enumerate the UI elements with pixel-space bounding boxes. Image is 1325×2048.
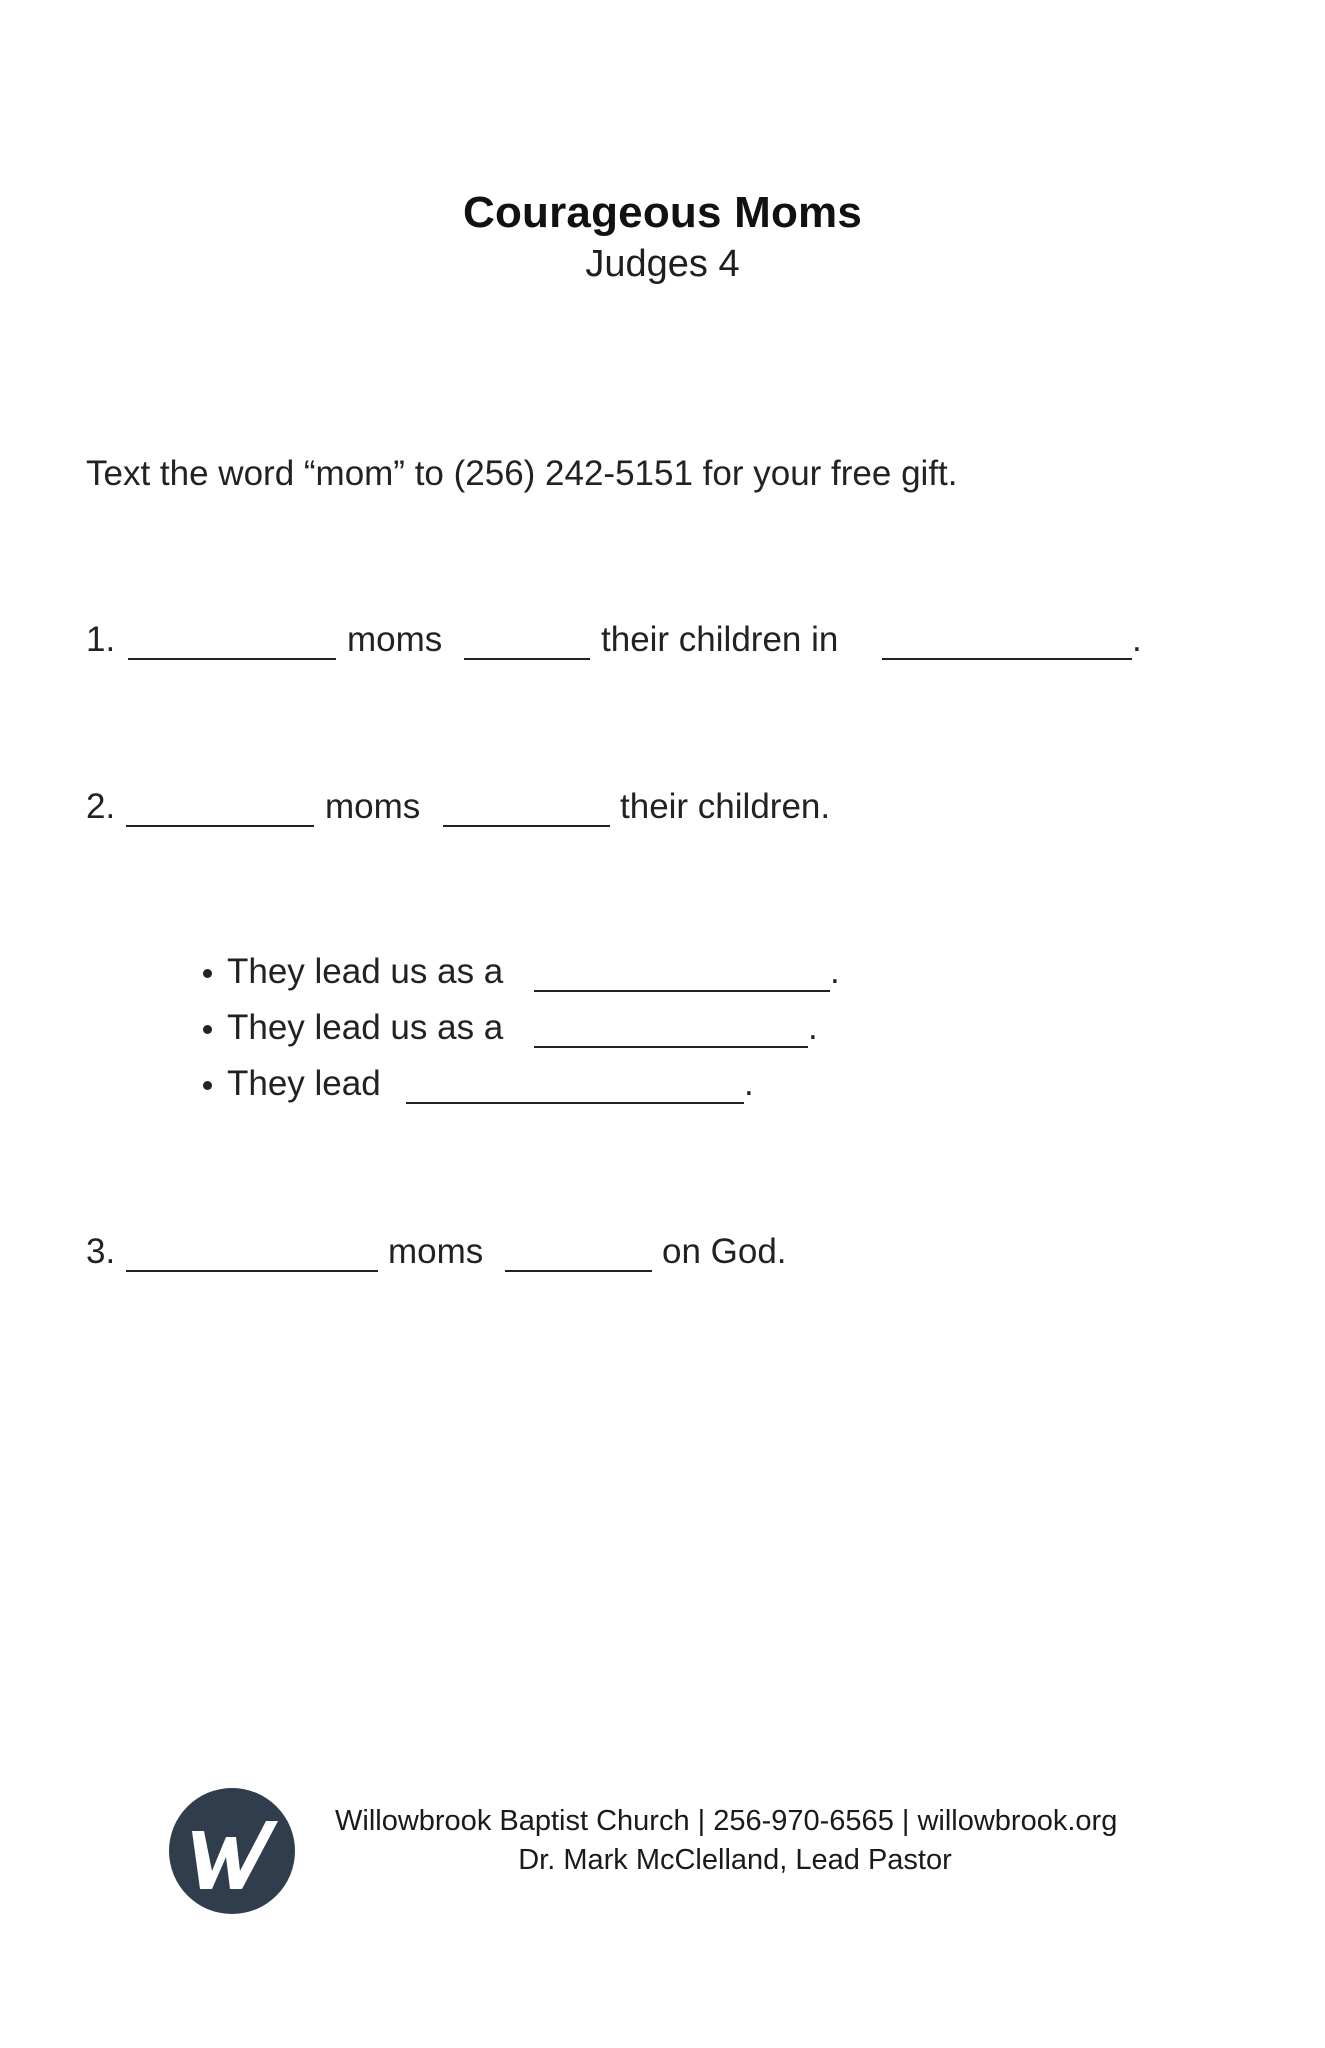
bullet-3-dot xyxy=(203,1081,212,1090)
point-3-text-2: on God. xyxy=(662,1232,787,1271)
bullet-2-end: . xyxy=(808,1008,818,1047)
point-3-blank-1 xyxy=(126,1270,378,1272)
point-1-number: 1. xyxy=(86,620,116,659)
point-3-blank-2 xyxy=(505,1270,652,1272)
bullet-1-dot xyxy=(203,969,212,978)
point-2-text-1: moms xyxy=(325,787,421,826)
page-title: Courageous Moms xyxy=(462,188,863,237)
point-2-blank-2 xyxy=(443,825,610,827)
intro-text: Text the word “mom” to (256) 242-5151 for your free gift. xyxy=(86,454,958,493)
bullet-2-text: They lead us as a xyxy=(227,1008,504,1047)
point-1-blank-2 xyxy=(464,658,590,660)
bullet-2-blank xyxy=(534,1046,808,1048)
footer-pastor: Dr. Mark McClelland, Lead Pastor xyxy=(518,1844,952,1876)
page-subtitle: Judges 4 xyxy=(585,243,740,285)
point-2-number: 2. xyxy=(86,787,116,826)
point-1-text-2: their children in xyxy=(601,620,839,659)
bullet-1-blank xyxy=(534,990,830,992)
footer-contact: Willowbrook Baptist Church | 256-970-6565 | willowbrook.org xyxy=(335,1805,1118,1837)
bullet-3-text: They lead xyxy=(227,1064,381,1103)
bullet-1-end: . xyxy=(830,952,840,991)
point-2-text-2: their children. xyxy=(620,787,831,826)
point-1-blank-3 xyxy=(882,658,1132,660)
bullet-3-blank xyxy=(406,1102,744,1104)
point-2-blank-1 xyxy=(126,825,314,827)
bullet-3-end: . xyxy=(744,1064,754,1103)
point-1-text-1: moms xyxy=(347,620,443,659)
point-1-text-3: . xyxy=(1132,620,1142,659)
bullet-1-text: They lead us as a xyxy=(227,952,504,991)
point-1-blank-1 xyxy=(128,658,336,660)
bullet-2-dot xyxy=(203,1025,212,1034)
point-3-number: 3. xyxy=(86,1232,116,1271)
point-3-text-1: moms xyxy=(388,1232,484,1271)
